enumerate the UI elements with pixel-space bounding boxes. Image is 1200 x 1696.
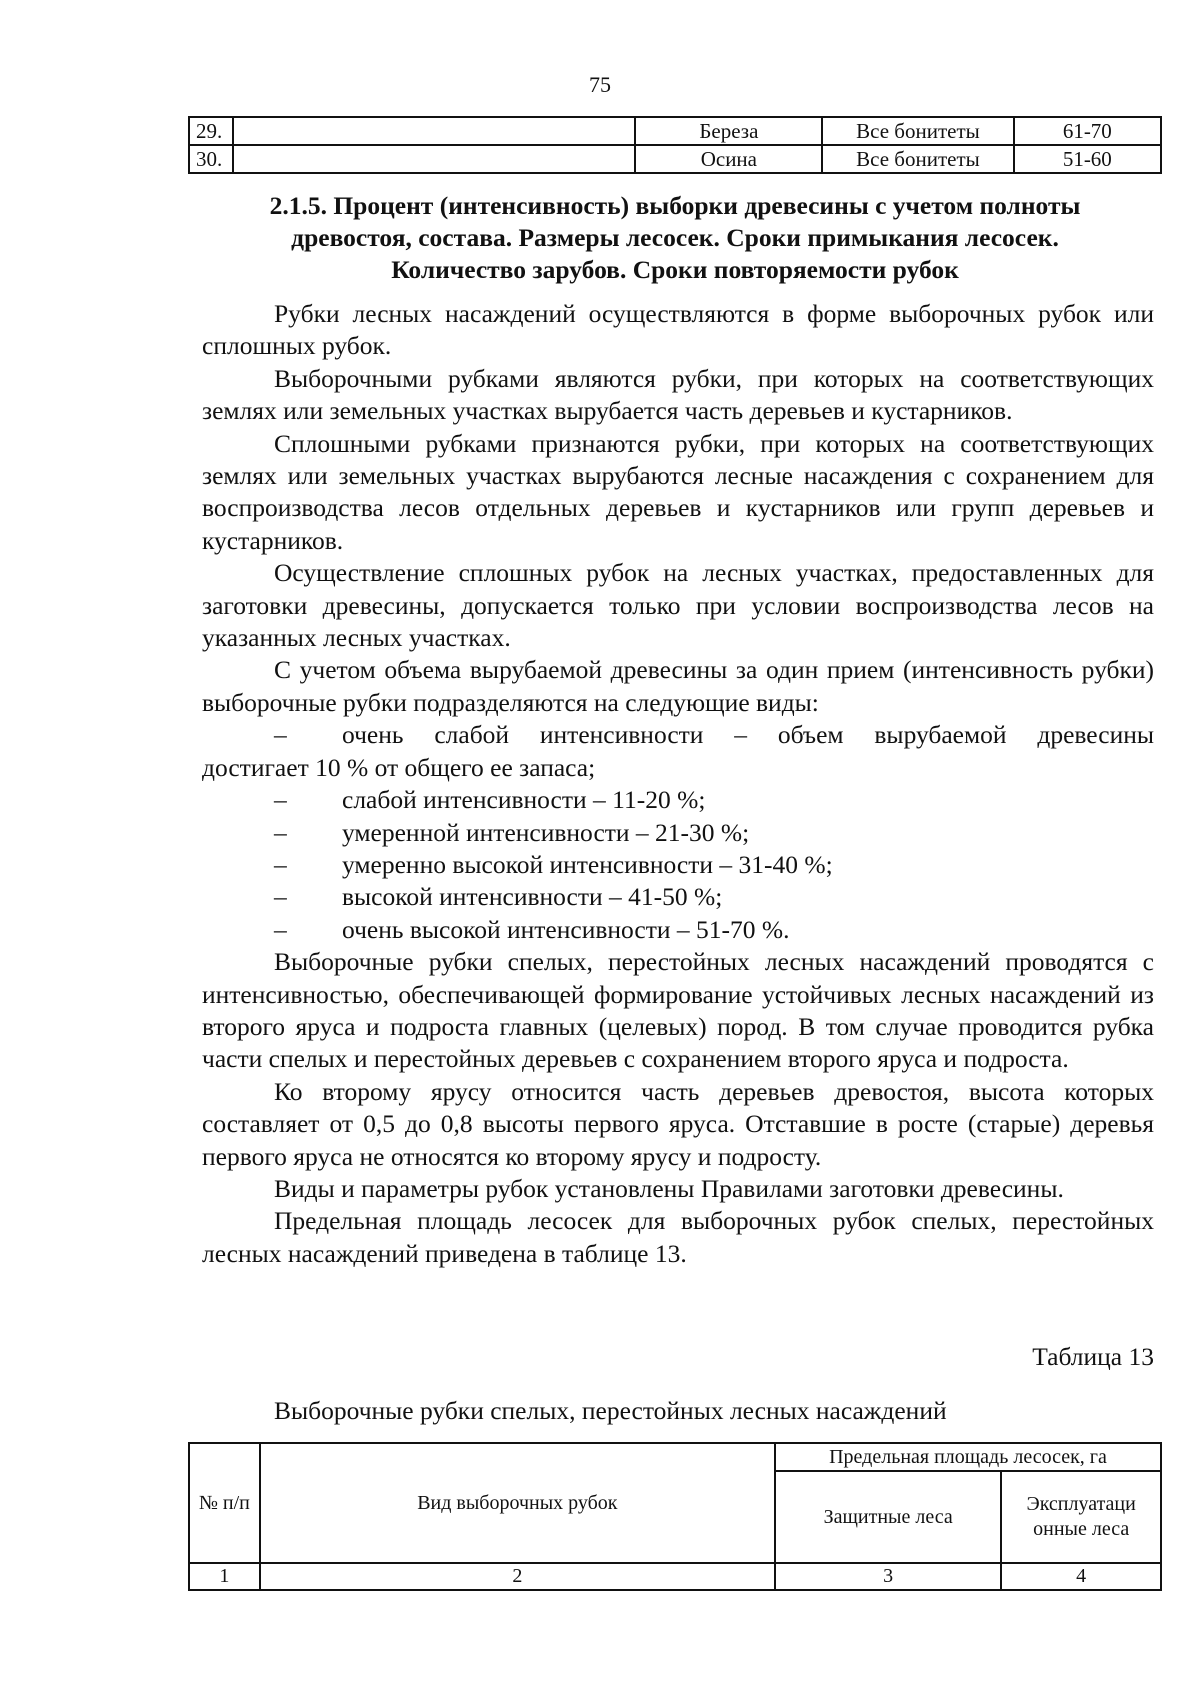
list-item xyxy=(202,784,1154,816)
list-item-text: слабой интенсивности – 11-20 %; xyxy=(342,785,706,815)
paragraph: С учетом объема вырубаемой древесины за один прием (интенсивность рубки) выборочные рубки подразделяются на следующие виды: xyxy=(202,655,1154,717)
row-range: 51-60 xyxy=(1014,145,1161,173)
row-range: 61-70 xyxy=(1014,117,1161,145)
list-item xyxy=(202,817,1154,849)
row-species: Осина xyxy=(635,145,822,173)
list-dash: – xyxy=(274,817,287,847)
list-dash: – xyxy=(274,720,287,750)
paragraph: Виды и параметры рубок установлены Правилами заготовки древесины. xyxy=(274,1173,1064,1203)
heading-line: древостоя, состава. Размеры лесосек. Сроки примыкания лесосек. xyxy=(291,223,1059,252)
paragraph: Предельная площадь лесосек для выборочных рубок спелых, перестойных лесных насаждений приведена в таблице 13. xyxy=(202,1206,1154,1268)
paragraph: Сплошными рубками признаются рубки, при которых на соответствующих землях или земельных участках вырубаются лесные насаждения с сохранением для воспроизводства лесов отдельных деревьев и кустарников или групп деревьев и кустарников. xyxy=(202,428,1154,555)
list-item-text: достигает 10 % от общего ее запаса; xyxy=(202,752,596,782)
list-item-text: умеренной интенсивности – 21-30 %; xyxy=(342,817,750,847)
table-row xyxy=(189,1563,1161,1590)
table-label: Таблица 13 xyxy=(1032,1342,1154,1371)
paragraph: Выборочными рубками являются рубки, при которых на соответствующих землях или земельных участках вырубается часть деревьев и кустарников. xyxy=(202,363,1154,426)
col-header-type: Вид выборочных рубок xyxy=(260,1443,775,1563)
table-title: Выборочные рубки спелых, перестойных лесных насаждений xyxy=(274,1396,947,1425)
column-number: 3 xyxy=(775,1563,1001,1590)
col-header-exploit: Эксплуатаци онные леса xyxy=(1001,1471,1161,1563)
body-text xyxy=(202,298,1154,1270)
table-row xyxy=(189,145,1161,173)
paragraph: Осуществление сплошных рубок на лесных участках, предоставленных для заготовки древесины, допускается только при условии воспроизводства лесов на указанных лесных участках. xyxy=(202,558,1154,653)
list-dash: – xyxy=(274,914,287,944)
page-number: 75 xyxy=(589,72,611,97)
table-row xyxy=(189,117,1161,145)
list-item xyxy=(202,914,1154,946)
heading-line: Количество зарубов. Сроки повторяемости рубок xyxy=(391,255,959,284)
list-item-text: высокой интенсивности – 41-50 %; xyxy=(342,882,723,912)
col-header-protective: Защитные леса xyxy=(775,1471,1001,1563)
paragraph: Выборочные рубки спелых, перестойных лесных насаждений проводятся с интенсивностью, обеспечивающей формирование устойчивых лесных насаждений из второго яруса и подроста главных (целевых) пород. В том случае проводится рубка части спелых и перестойных деревьев с сохранением второго яруса и подроста. xyxy=(202,947,1154,1074)
list-item-text: умеренно высокой интенсивности – 31-40 %; xyxy=(342,849,833,879)
col-header-number: № п/п xyxy=(189,1443,260,1563)
table-header-row xyxy=(189,1443,1161,1471)
heading-line: 2.1.5. Процент (интенсивность) выборки древесины с учетом полноты xyxy=(269,191,1081,220)
row-bonitet: Все бонитеты xyxy=(822,145,1013,173)
list-item xyxy=(202,849,1154,881)
row-name xyxy=(233,145,635,173)
row-name xyxy=(233,117,635,145)
paragraph: Рубки лесных насаждений осуществляются в форме выборочных рубок или сплошных рубок. xyxy=(202,299,1154,361)
felling-table xyxy=(188,1442,1162,1591)
row-number: 29. xyxy=(189,117,233,145)
list-item-text: очень слабой интенсивности – объем вырубаемой древесины xyxy=(342,720,1154,750)
column-number: 1 xyxy=(189,1563,260,1590)
column-number: 2 xyxy=(260,1563,775,1590)
row-number: 30. xyxy=(189,145,233,173)
list-item xyxy=(202,881,1154,913)
column-number: 4 xyxy=(1001,1563,1161,1590)
col-header-group: Предельная площадь лесосек, га xyxy=(775,1443,1161,1471)
row-species: Береза xyxy=(635,117,822,145)
list-item xyxy=(202,719,1154,784)
paragraph: Ко второму ярусу относится часть деревьев древостоя, высота которых составляет от 0,5 до 0,8 высоты первого яруса. Отставшие в росте (старые) деревья первого яруса не относятся ко второму ярусу и подросту. xyxy=(202,1076,1154,1171)
list-dash: – xyxy=(274,849,287,879)
species-table xyxy=(188,116,1162,174)
list-item-text: очень высокой интенсивности – 51-70 %. xyxy=(342,914,790,944)
section-heading xyxy=(190,190,1160,286)
list-dash: – xyxy=(274,882,287,912)
list-dash: – xyxy=(274,785,287,815)
row-bonitet: Все бонитеты xyxy=(822,117,1013,145)
